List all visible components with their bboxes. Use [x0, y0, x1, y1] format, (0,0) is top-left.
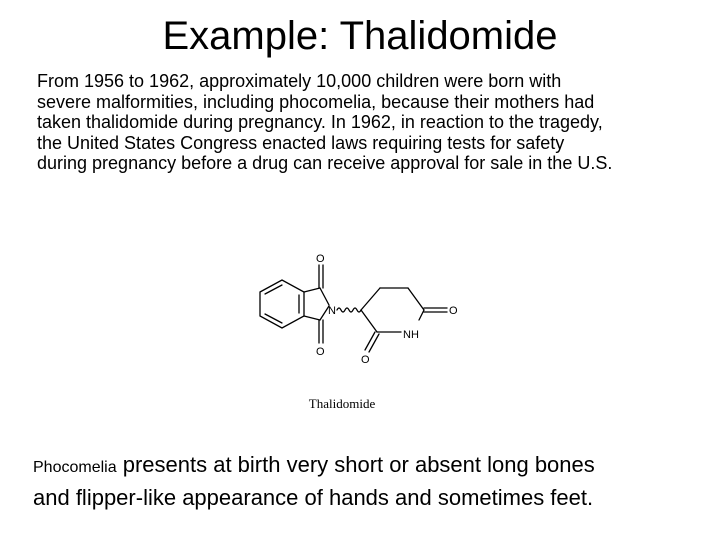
- atom-label: O: [449, 305, 458, 317]
- bond: [361, 288, 380, 310]
- paragraph-line: From 1956 to 1962, approximately 10,000 children were born with: [37, 71, 562, 91]
- atom-label: O: [316, 253, 325, 265]
- bond: [320, 288, 329, 305]
- footer-line-rest: presents at birth very short or absent long bones: [116, 452, 595, 477]
- bond: [408, 288, 424, 310]
- footer-line: [33, 450, 713, 483]
- atom-label: N: [328, 305, 336, 317]
- atom-label: NH: [403, 329, 419, 341]
- benzene-ring: [260, 280, 304, 328]
- bond: [304, 316, 320, 320]
- footer-line: and flipper-like appearance of hands and sometimes feet.: [33, 485, 594, 510]
- bond: [304, 288, 320, 292]
- footer-term: Phocomelia: [33, 459, 117, 476]
- paragraph-line: during pregnancy before a drug can receive approval for sale in the U.S.: [37, 153, 613, 173]
- bond: [361, 310, 377, 332]
- paragraph-line: the United States Congress enacted laws requiring tests for safety: [37, 132, 565, 153]
- thalidomide-structure: [225, 248, 475, 418]
- bond: [419, 310, 424, 320]
- intro-paragraph: [37, 71, 707, 174]
- paragraph-line: severe malformities, including phocomelia, because their mothers had: [37, 91, 595, 112]
- footer-text: [33, 450, 713, 513]
- slide-title: Example: Thalidomide: [162, 14, 558, 58]
- structure-caption: Thalidomide: [308, 396, 376, 411]
- wavy-bond: [337, 308, 361, 312]
- atom-label: O: [316, 346, 325, 358]
- paragraph-line: taken thalidomide during pregnancy. In 1962, in reaction to the tragedy,: [37, 112, 603, 132]
- atom-label: O: [361, 354, 370, 366]
